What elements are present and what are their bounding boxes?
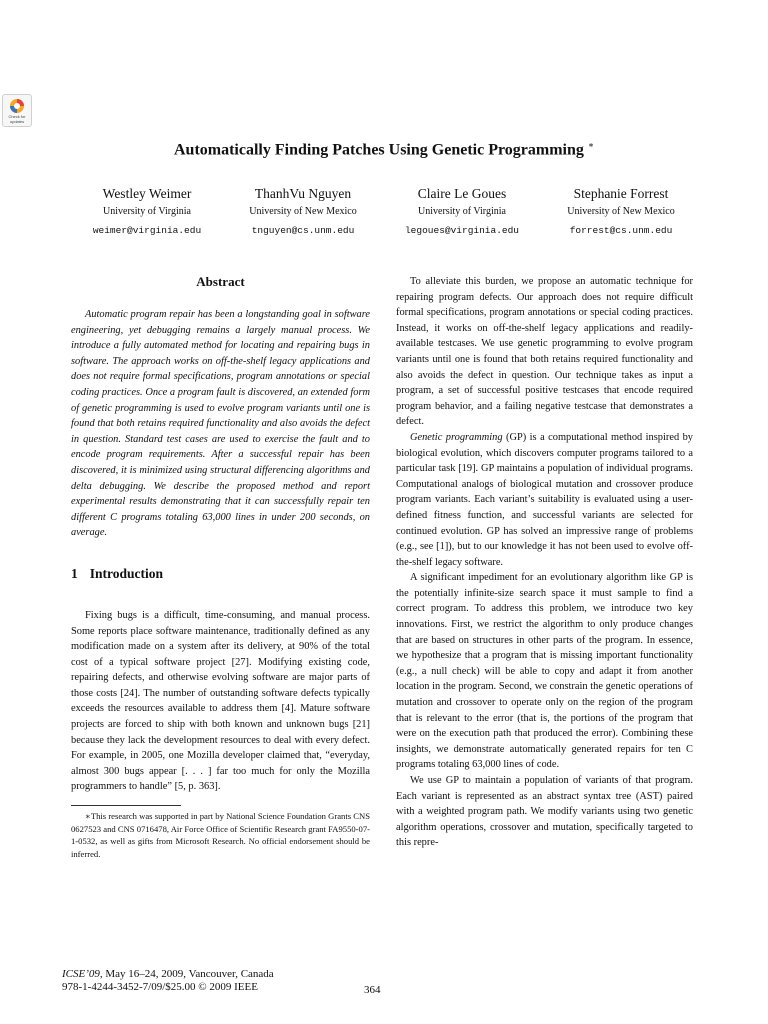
author-block — [377, 185, 547, 237]
author-block — [536, 185, 706, 237]
intro-paragraph: Fixing bugs is a difficult, time-consuming, and manual process. Some reports place software maintenance, traditionally defined as any modification made on a system after its delivery, at 90% of the total cost of a typical software project [27]. Modifying existing code, repairing defects, and otherwise evolving software are major parts of those costs [24]. The number of outstanding software defects typically exceeds the resources available to address them [4]. Mature software projects are forced to ship with both known and unknown bugs [21] because they lack the development resources to deal with every defect. For example, in 2005, one Mozilla developer claimed that, “everyday, almost 300 bugs appear [. . . ] far too much for only the Mozilla programmers to handle” [5, p. 363]. — [71, 609, 370, 793]
page-number: 364 — [364, 984, 381, 996]
paper-title — [60, 133, 708, 162]
author-name: Westley Weimer — [102, 186, 192, 201]
author-email[interactable]: forrest@cs.unm.edu — [569, 225, 673, 236]
footnote-divider — [71, 805, 181, 806]
abstract-heading: Abstract — [196, 274, 245, 289]
author-name: Claire Le Goues — [417, 186, 507, 201]
page-footer — [62, 968, 274, 994]
title-footnote-mark: ∗ — [587, 140, 595, 150]
author-name: ThanhVu Nguyen — [254, 186, 352, 201]
check-for-updates-badge[interactable] — [2, 94, 32, 127]
author-block — [218, 185, 388, 237]
venue-name: ICSE’09 — [62, 968, 100, 980]
author-affiliation: University of New Mexico — [249, 206, 357, 217]
right-column — [396, 274, 693, 851]
funding-footnote: ∗This research was supported in part by National Science Foundation Grants CNS 0627523 and CNS 0716478, Air Force Office of Scientific Research grant FA9550-07-1-0532, as well as gifts from Microsoft Research. No official endorsement should be inferred. — [71, 811, 370, 859]
venue-details: , May 16–24, 2009, Vancouver, Canada — [99, 968, 274, 980]
author-name: Stephanie Forrest — [573, 186, 669, 201]
left-column — [71, 274, 370, 860]
abstract-text: Automatic program repair has been a longstanding goal in software engineering, yet debugging remains a largely manual process. We introduce a fully automated method for locating and repairing bugs in software. The approach works on off-the-shelf legacy applications and does not require formal specifications, program annotations or special coding practices. Once a program fault is discovered, an extended form of genetic programming is used to evolve program variants until one is found that both retains required functionality and also avoids the defect in question. Standard test cases are used to exercise the fault and to encode program requirements. After a successful repair has been discovered, it is minimized using structural differencing algorithms and delta debugging. We describe the proposed method and report experimental results demonstrating that it can successfully repair ten different C programs totaling 63,000 lines in under 200 seconds, on average. — [71, 309, 370, 539]
author-affiliation: University of Virginia — [103, 206, 191, 217]
venue-line — [62, 968, 274, 981]
section-heading-introduction — [71, 566, 370, 582]
emphasized-term: Genetic programming — [410, 431, 503, 443]
body-paragraph: To alleviate this burden, we propose an automatic technique for repairing program defects. Our approach does not require difficult formal specifications, program annotations or special coding practices. Instead, it works on off-the-shelf legacy applications and readily-available testcases. We use genetic programming to evolve program variants until one is found that both retains required functionality and also avoids the defect in question. Our technique takes as input a program, a set of successful positive testcases that encode required program behavior, and a failing negative testcase that demonstrates a defect. — [396, 276, 693, 428]
author-affiliation: University of Virginia — [418, 206, 506, 217]
author-email[interactable]: legoues@virginia.edu — [404, 225, 520, 236]
title-text: Automatically Finding Patches Using Genetic Programming — [173, 141, 584, 159]
author-email[interactable]: weimer@virginia.edu — [92, 225, 202, 236]
body-paragraph: We use GP to maintain a population of variants of that program. Each variant is represented as an abstract syntax tree (AST) paired with a weighted program path. We modify variants using two genetic algorithm operations, crossover and mutation, specifically targeted to this repre- — [396, 775, 693, 849]
author-block — [62, 185, 232, 237]
body-paragraph: A significant impediment for an evolutionary algorithm like GP is the potentially infinite-size search space it must sample to find a correct program. To address this problem, we introduce two key innovations. First, we restrict the algorithm to only produce changes that are based on structures in other parts of the program. In essence, we hypothesize that a program that is missing important functionality (e.g., a null check) will be able to copy and adapt it from another location in the program. Second, we constrain the genetic operations of mutation and crossover to operate only on the region of the program that is relevant to the error (that is, the portions of the program that were on the execution path that produced the error). Combining these insights, we demonstrate automatically generated repairs for ten C programs totaling 63,000 lines of code. — [396, 572, 693, 771]
author-affiliation: University of New Mexico — [567, 206, 675, 217]
badge-label: Check for updates — [8, 114, 26, 124]
isbn-line: 978-1-4244-3452-7/09/$25.00 © 2009 IEEE — [62, 981, 258, 993]
section-number: 1 — [71, 565, 78, 581]
section-title: Introduction — [89, 565, 164, 581]
body-paragraph — [396, 430, 693, 570]
check-for-updates-icon — [9, 98, 25, 114]
author-email[interactable]: tnguyen@cs.unm.edu — [251, 225, 355, 236]
paragraph-text: (GP) is a computational method inspired by biological evolution, which discovers computer programs tailored to a particular task [19]. GP maintains a population of individual programs. Computational analogs of biological mutation and crossover produce program variants. Each variant’s suitability is evaluated using a user-defined fitness function, and successful variants are selected for continued evolution. GP has solved an impressive range of problems (e.g., see [1]), but to our knowledge it has not been used to evolve off-the-shelf legacy software. — [396, 431, 693, 568]
